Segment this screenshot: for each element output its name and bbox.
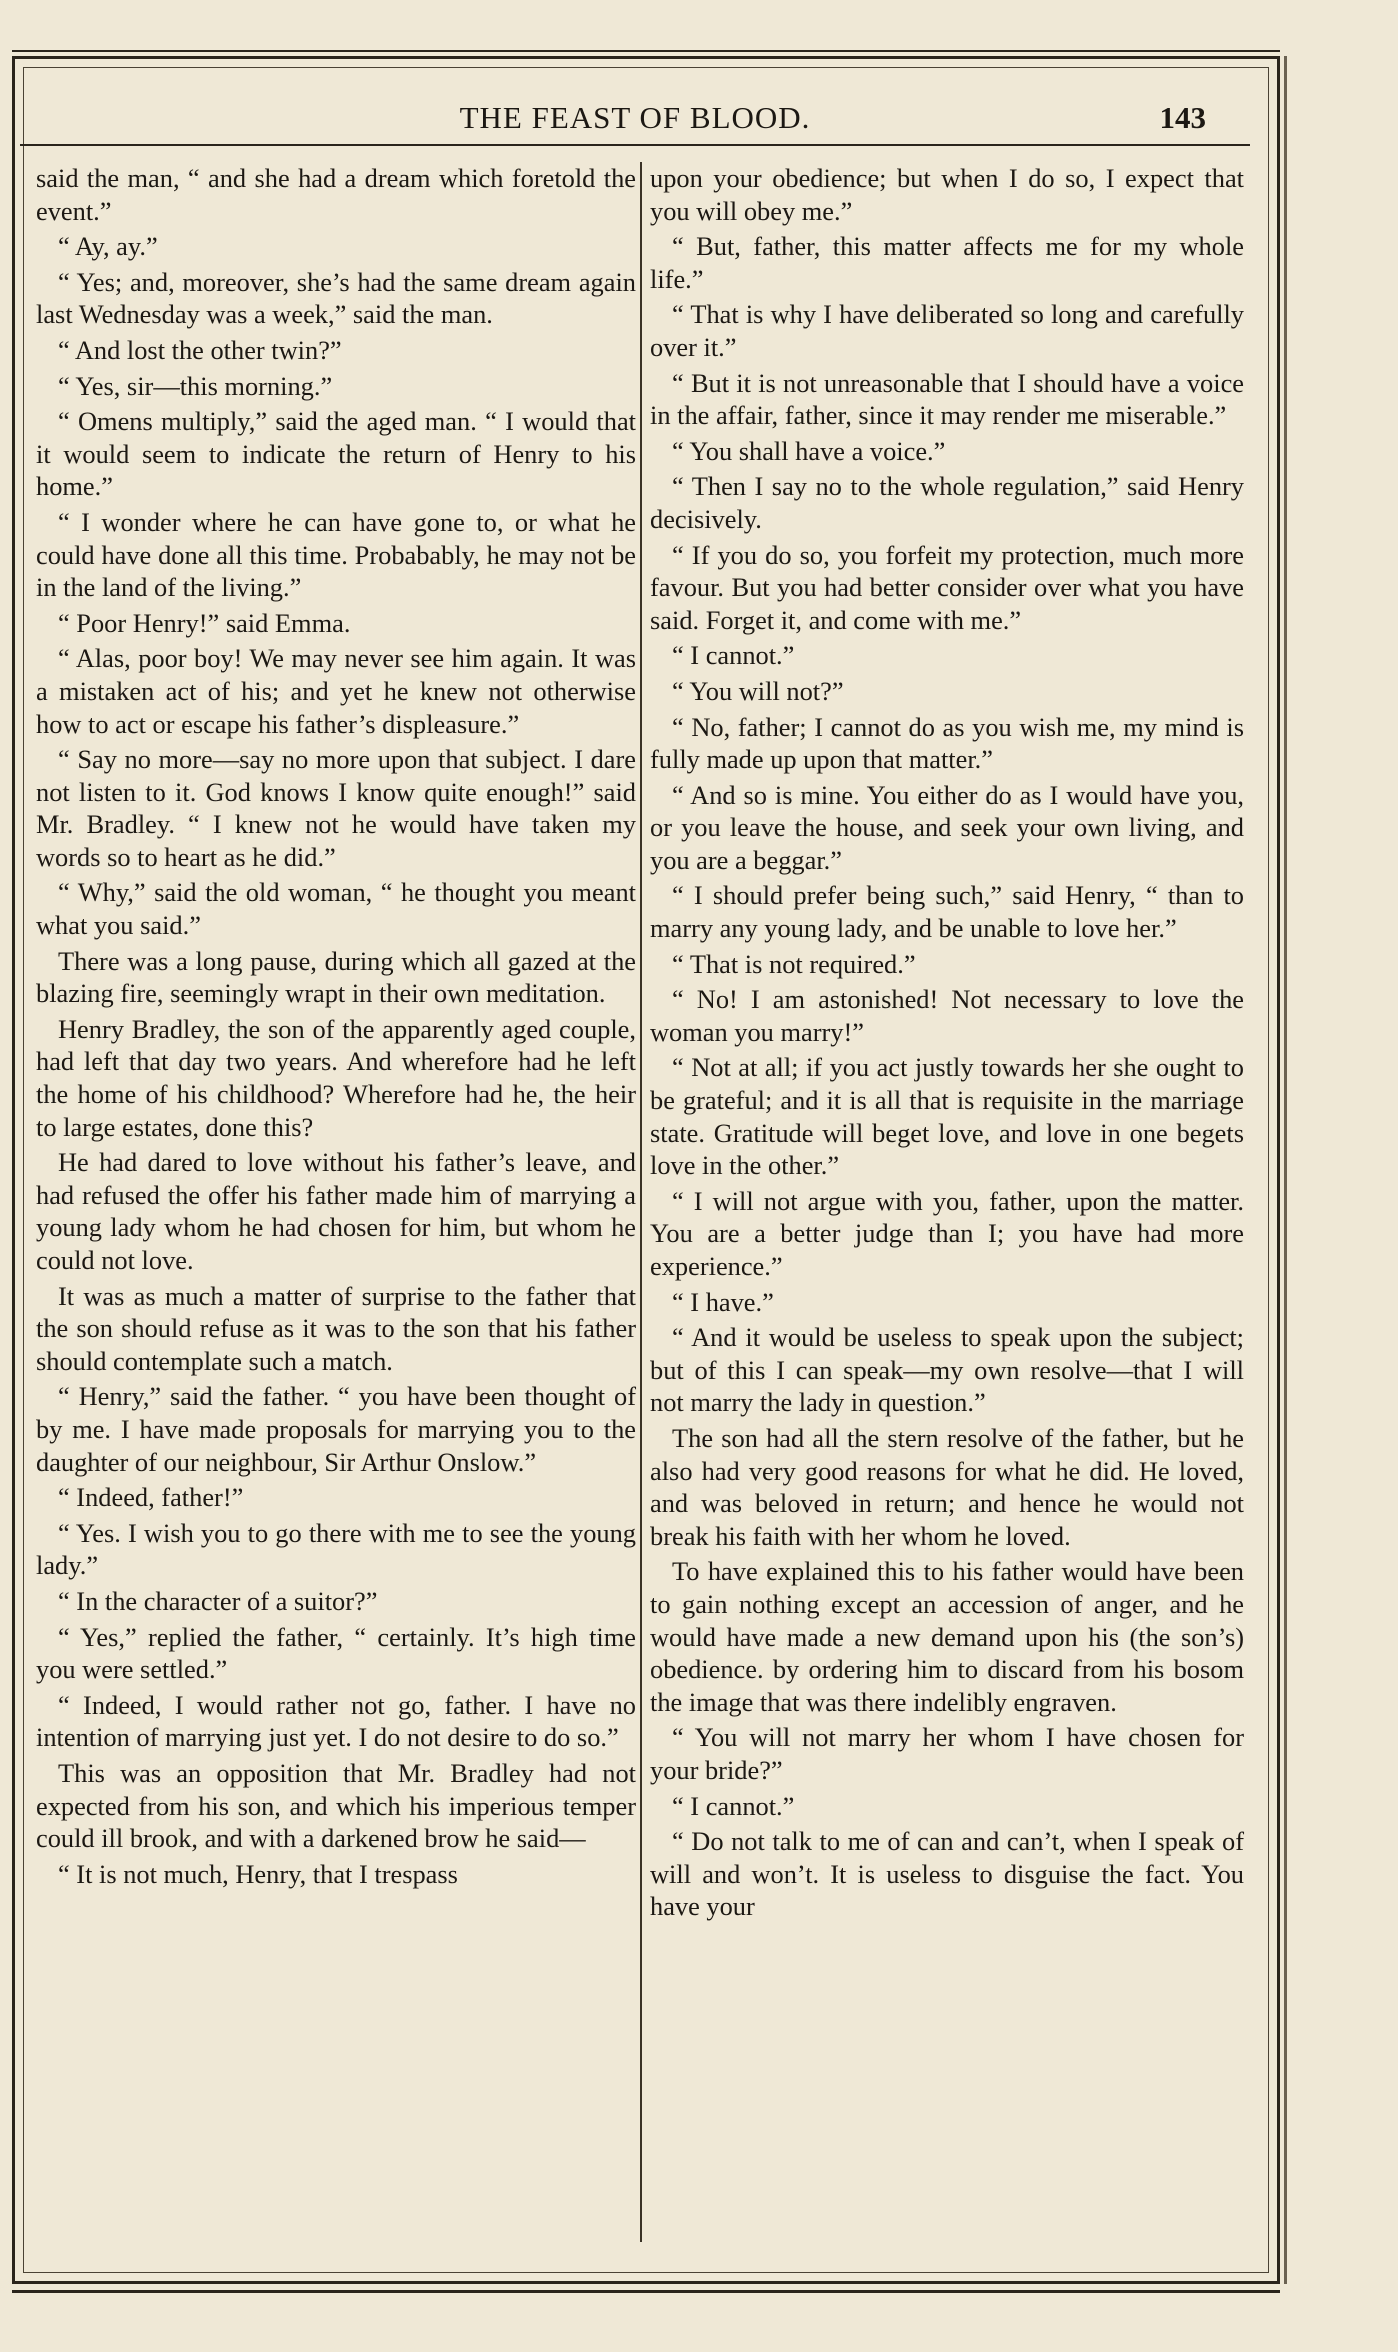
paragraph: “ I cannot.” xyxy=(672,640,795,671)
paragraph: “ You shall have a voice.” xyxy=(672,435,946,466)
paragraph: “ Indeed, father!” xyxy=(58,1482,244,1513)
bottom-rule xyxy=(12,2290,1280,2293)
left-column xyxy=(36,162,636,1893)
paragraph: “ I should prefer being such,” said Henry, “ than to marry any young lady, and be unable to love her.” xyxy=(650,880,1244,944)
paragraph: “ It is not much, Henry, that I trespass xyxy=(58,1858,458,1889)
paragraph: There was a long pause, during which all gazed at the blazing fire, seemingly wrapt in their own meditation. xyxy=(36,945,636,1009)
paragraph: “ Yes; and, moreover, she’s had the same dream again last Wednesday was a week,” said the man. xyxy=(36,266,636,330)
paragraph: “ Yes. I wish you to go there with me to see the young lady.” xyxy=(36,1517,636,1581)
paragraph: upon your obedience; but when I do so, I expect that you will obey me.” xyxy=(650,163,1244,226)
paragraph: “ Yes, sir—this morning.” xyxy=(58,370,333,401)
paragraph: To have explained this to his father would have been to gain nothing except an accession of anger, and he would have made a new demand upon his (the son’s) obedience. by ordering him to discard from his bosom the image that was there indelibly engraven. xyxy=(650,1556,1244,1717)
page-edge xyxy=(1284,56,1287,2284)
column-divider xyxy=(640,162,642,2242)
paragraph: “ I wonder where he can have gone to, or what he could have done all this time. Probabably, he may not be in the land of the living.” xyxy=(36,506,636,603)
paragraph: “ You will not?” xyxy=(672,675,844,706)
paragraph: “ Poor Henry!” said Emma. xyxy=(58,607,351,638)
paragraph: He had dared to love without his father’s leave, and had refused the offer his father made him of marrying a young lady whom he had chosen for him, but whom he could not love. xyxy=(36,1147,636,1275)
paragraph: said the man, “ and she had a dream which foretold the event.” xyxy=(36,163,636,226)
paragraph: This was an opposition that Mr. Bradley had not expected from his son, and which his imperious temper could ill brook, and with a darkened brow he said— xyxy=(36,1757,636,1854)
paragraph: “ Omens multiply,” said the aged man. “ I would that it would seem to indicate the return of Henry to his home.” xyxy=(36,406,636,502)
paragraph: “ I will not argue with you, father, upon the matter. You are a better judge than I; you have had more experience.” xyxy=(650,1185,1244,1281)
paragraph: “ Indeed, I would rather not go, father. I have no intention of marrying just yet. I do not desire to do so.” xyxy=(36,1689,636,1753)
paragraph: “ That is why I have deliberated so long and carefully over it.” xyxy=(650,299,1244,362)
page-number: 143 xyxy=(1159,100,1206,135)
paragraph: “ You will not marry her whom I have chosen for your bride?” xyxy=(650,1722,1244,1785)
page-header xyxy=(20,96,1250,146)
paragraph: “ Why,” said the old woman, “ he thought you meant what you said.” xyxy=(36,877,636,941)
paragraph: “ No, father; I cannot do as you wish me, my mind is fully made up upon that matter.” xyxy=(650,711,1244,775)
right-column xyxy=(650,162,1244,1926)
paragraph: It was as much a matter of surprise to the father that the son should refuse as it was to the son that his father should contemplate such a match. xyxy=(36,1280,636,1376)
paragraph: “ And so is mine. You either do as I would have you, or you leave the house, and seek your own living, and you are a beggar.” xyxy=(650,779,1244,875)
running-title: THE FEAST OF BLOOD. xyxy=(459,100,811,135)
paragraph: “ And lost the other twin?” xyxy=(58,334,342,365)
paragraph: “ But, father, this matter affects me for my whole life.” xyxy=(650,231,1244,294)
paragraph: “ Not at all; if you act justly towards her she ought to be grateful; and it is all that is requisite in the marriage state. Gratitude will beget love, and love in one begets love in the other.” xyxy=(650,1052,1244,1181)
paragraph: “ But it is not unreasonable that I should have a voice in the affair, father, since it may render me miserable.” xyxy=(650,367,1244,431)
paragraph: “ In the character of a suitor?” xyxy=(58,1585,378,1616)
paragraph: “ If you do so, you forfeit my protection, much more favour. But you had better consider over what you have said. Forget it, and come with me.” xyxy=(650,539,1244,635)
paragraph: “ Say no more—say no more upon that subject. I dare not listen to it. God knows I know quite enough!” said Mr. Bradley. “ I knew not he would have taken my words so to heart as he did.” xyxy=(36,744,636,872)
paragraph: “ Ay, ay.” xyxy=(58,231,158,262)
paragraph: “ Do not talk to me of can and can’t, when I speak of will and won’t. It is useless to disguise the fact. You have your xyxy=(650,1826,1244,1922)
paragraph: “ No! I am astonished! Not necessary to love the woman you marry!” xyxy=(650,984,1244,1047)
paragraph: “ I cannot.” xyxy=(672,1790,795,1821)
paragraph: “ Then I say no to the whole regulation,” said Henry decisively. xyxy=(650,471,1244,534)
paragraph: “ Alas, poor boy! We may never see him again. It was a mistaken act of his; and yet he knew not otherwise how to act or escape his father’s displeasure.” xyxy=(36,643,636,739)
paragraph: “ That is not required.” xyxy=(672,948,916,979)
paragraph: The son had all the stern resolve of the father, but he also had very good reasons for what he did. He loved, and was beloved in return; and hence he would not break his faith with her whom he loved. xyxy=(650,1422,1244,1551)
paragraph: “ I have.” xyxy=(672,1286,774,1317)
paragraph: “ Yes,” replied the father, “ certainly. It’s high time you were settled.” xyxy=(36,1621,636,1685)
paragraph: “ Henry,” said the father. “ you have been thought of by me. I have made proposals for marrying you to the daughter of our neighbour, Sir Arthur Onslow.” xyxy=(36,1381,636,1477)
paragraph: “ And it would be useless to speak upon the subject; but of this I can speak—my own resolve—that I will not marry the lady in question.” xyxy=(650,1322,1244,1418)
top-rule xyxy=(12,50,1280,52)
paragraph: Henry Bradley, the son of the apparently aged couple, had left that day two years. And wherefore had he left the home of his childhood? Wherefore had he, the heir to large estates, done this? xyxy=(36,1013,636,1142)
